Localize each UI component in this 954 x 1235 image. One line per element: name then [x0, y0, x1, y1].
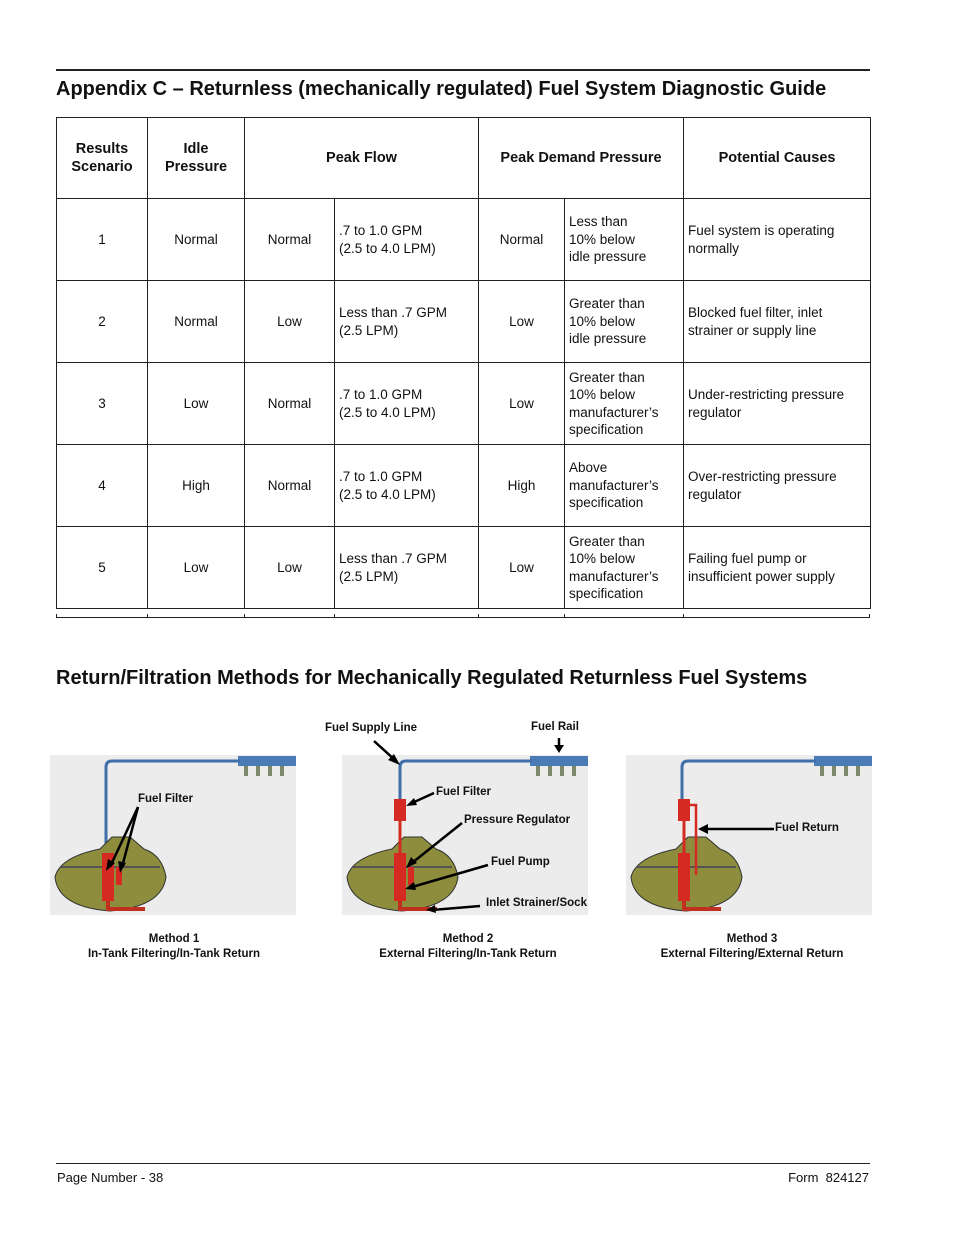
- header-potential-causes: Potential Causes: [684, 118, 871, 199]
- cell-idle-pressure: Low: [148, 363, 245, 445]
- method-2-arrows: [360, 735, 590, 915]
- header-peak-flow: Peak Flow: [245, 118, 479, 199]
- header-idle-pressure: Idle Pressure: [148, 118, 245, 199]
- table-row: [57, 363, 871, 445]
- label-fuel-filter-method1: Fuel Filter: [138, 793, 193, 805]
- cell-peak-demand-detail: Greater than 10% below manufacturer’s specification: [565, 363, 684, 445]
- method-1-desc: In-Tank Filtering/In-Tank Return: [87, 948, 261, 960]
- cell-peak-demand: High: [479, 445, 565, 527]
- method-1-name: Method 1: [148, 933, 200, 945]
- method-2-name: Method 2: [442, 933, 494, 945]
- page-number: Page Number - 38: [57, 1170, 164, 1185]
- cell-potential-causes: Fuel system is operating normally: [684, 199, 871, 281]
- fuel-return-arrow: [696, 822, 776, 836]
- table-header-row: [57, 118, 871, 199]
- cell-peak-flow: Normal: [245, 199, 335, 281]
- cell-peak-demand-detail: Above manufacturer’s specification: [565, 445, 684, 527]
- cell-peak-flow-detail: .7 to 1.0 GPM (2.5 to 4.0 LPM): [335, 363, 479, 445]
- method-2-caption: [353, 932, 583, 962]
- label-inlet-strainer: Inlet Strainer/Sock: [486, 897, 587, 909]
- method-2-desc: External Filtering/In-Tank Return: [379, 948, 557, 960]
- cell-peak-flow-detail: .7 to 1.0 GPM (2.5 to 4.0 LPM): [335, 199, 479, 281]
- cell-peak-demand-detail: Greater than 10% below idle pressure: [565, 281, 684, 363]
- cell-scenario: 4: [57, 445, 148, 527]
- cell-idle-pressure: High: [148, 445, 245, 527]
- cell-peak-flow: Normal: [245, 445, 335, 527]
- diagnostic-table: [56, 117, 871, 609]
- cell-peak-demand-detail: Less than 10% below idle pressure: [565, 199, 684, 281]
- header-peak-demand-pressure: Peak Demand Pressure: [479, 118, 684, 199]
- top-rule: [56, 69, 870, 71]
- cell-peak-flow: Low: [245, 281, 335, 363]
- cell-idle-pressure: Normal: [148, 281, 245, 363]
- cell-potential-causes: Under-restricting pressure regulator: [684, 363, 871, 445]
- label-pressure-regulator: Pressure Regulator: [464, 814, 571, 826]
- cell-peak-demand: Low: [479, 363, 565, 445]
- cell-scenario: 2: [57, 281, 148, 363]
- method-1-caption: [64, 932, 284, 962]
- cell-potential-causes: Blocked fuel filter, inlet strainer or supply line: [684, 281, 871, 363]
- method-3-desc: External Filtering/External Return: [660, 948, 844, 960]
- cell-peak-demand: Normal: [479, 199, 565, 281]
- cell-idle-pressure: Normal: [148, 199, 245, 281]
- method-1-diagram: [50, 755, 296, 915]
- table-row: [57, 199, 871, 281]
- cell-scenario: 1: [57, 199, 148, 281]
- cell-peak-flow: Normal: [245, 363, 335, 445]
- page-title: Appendix C – Returnless (mechanically regulated) Fuel System Diagnostic Guide: [56, 78, 827, 100]
- cell-peak-demand: Low: [479, 527, 565, 609]
- table-bottom-rule: [56, 617, 870, 618]
- footer-rule: [56, 1163, 870, 1164]
- table-row: [57, 527, 871, 609]
- cell-peak-flow: Low: [245, 527, 335, 609]
- method-3-caption: [637, 932, 867, 962]
- section-title: Return/Filtration Methods for Mechanically Regulated Returnless Fuel Systems: [56, 667, 808, 689]
- table-row: [57, 281, 871, 363]
- cell-peak-demand-detail: Greater than 10% below manufacturer’s specification: [565, 527, 684, 609]
- cell-scenario: 3: [57, 363, 148, 445]
- cell-idle-pressure: Low: [148, 527, 245, 609]
- header-results-scenario: Results Scenario: [57, 118, 148, 199]
- label-fuel-pump: Fuel Pump: [491, 856, 550, 868]
- method-3-name: Method 3: [726, 933, 778, 945]
- cell-peak-flow-detail: Less than .7 GPM (2.5 LPM): [335, 527, 479, 609]
- label-fuel-return: Fuel Return: [775, 822, 839, 834]
- label-fuel-supply-line: Fuel Supply Line: [325, 722, 418, 734]
- fuel-filter-arrows: [100, 805, 150, 875]
- cell-potential-causes: Over-restricting pressure regulator: [684, 445, 871, 527]
- label-fuel-rail: Fuel Rail: [531, 721, 579, 733]
- cell-peak-flow-detail: Less than .7 GPM (2.5 LPM): [335, 281, 479, 363]
- table-row: [57, 445, 871, 527]
- cell-peak-flow-detail: .7 to 1.0 GPM (2.5 to 4.0 LPM): [335, 445, 479, 527]
- cell-scenario: 5: [57, 527, 148, 609]
- form-number: Form 824127: [788, 1170, 869, 1185]
- cell-potential-causes: Failing fuel pump or insufficient power supply: [684, 527, 871, 609]
- cell-peak-demand: Low: [479, 281, 565, 363]
- label-fuel-filter-method2: Fuel Filter: [436, 786, 491, 798]
